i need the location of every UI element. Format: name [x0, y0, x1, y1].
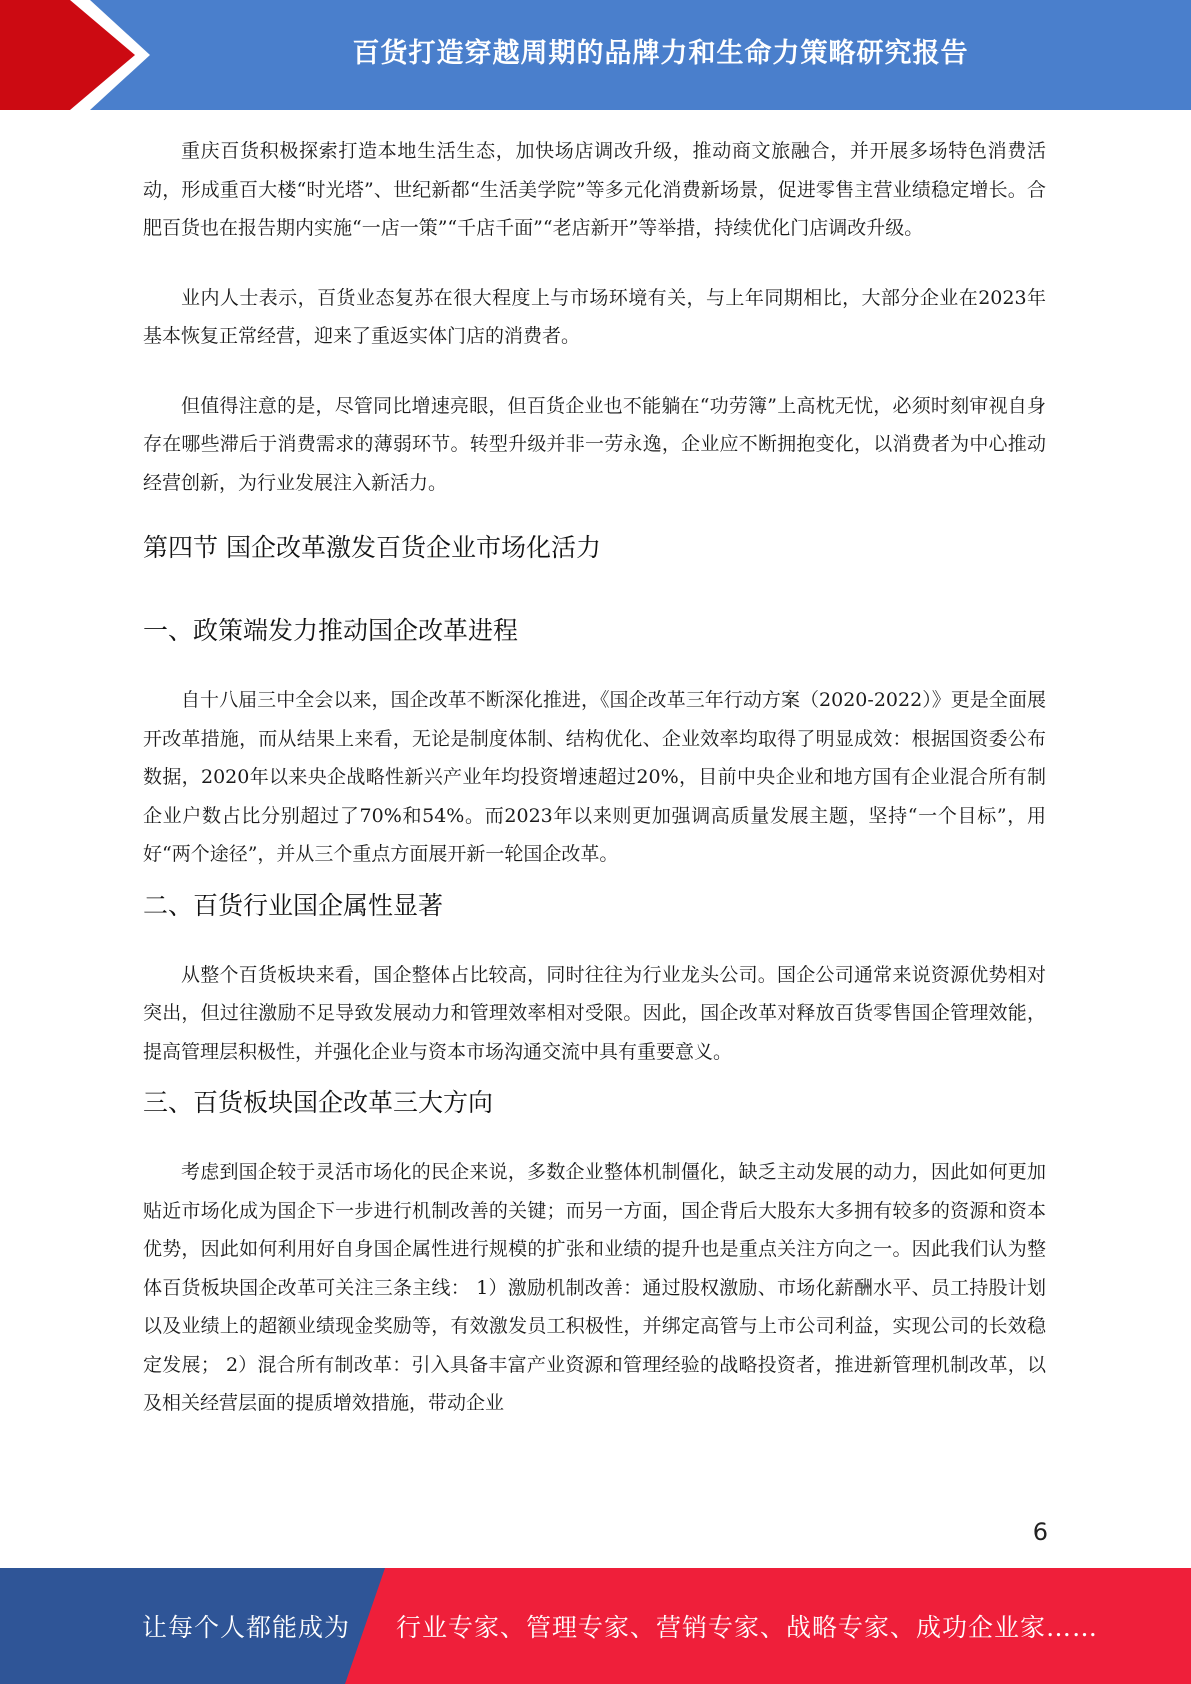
page-number: 6: [1032, 1518, 1048, 1546]
paragraph-industry-recovery: 业内人士表示，百货业态复苏在很大程度上与市场环境有关，与上年同期相比，大部分企业在2023年基本恢复正常经营，迎来了重返实体门店的消费者。: [143, 286, 1046, 347]
page-content: [143, 132, 1046, 1423]
report-title: 百货打造穿越周期的品牌力和生命力策略研究报告: [352, 37, 969, 69]
paragraph-chongqing-department-store: 重庆百货积极探索打造本地生活生态，加快场店调改升级，推动商文旅融合，并开展多场特色消费活动，形成重百大楼“时光塔”、世纪新都“生活美学院”等多元化消费新场景，促进零售主营业绩稳定增长。合肥百货也在报告期内实施“一店一策”“千店千面”“老店新开”等举措，持续优化门店调改升级。: [143, 140, 1046, 239]
subsection-heading-policy: 一、政策端发力推动国企改革进程: [143, 616, 519, 645]
footer-slogan-right: 行业专家、管理专家、营销专家、战略专家、成功企业家……: [396, 1613, 1099, 1642]
paragraph-transformation: 但值得注意的是，尽管同比增速亮眼，但百货企业也不能躺在“功劳簿”上高枕无忧，必须时刻审视自身存在哪些滞后于消费需求的薄弱环节。转型升级并非一劳永逸，企业应不断拥抱变化，以消费者为中心推动经营创新，为行业发展注入新活力。: [143, 394, 1046, 494]
paragraph-soe-reform: 自十八届三中全会以来，国企改革不断深化推进，《国企改革三年行动方案（2020-2022）》更是全面展开改革措施，而从结果上来看，无论是制度体制、结构优化、企业效率均取得了明显成效：根据国资委公布数据，2020年以来央企战略性新兴产业年均投资增速超过20%，目前中央企业和地方国有企业混合所有制企业户数占比分别超过了70%和54%。而2023年以来则更加强调高质量发展主题，坚持“一个目标”，用好“两个途径”，并从三个重点方面展开新一轮国企改革。: [143, 689, 1046, 865]
page-header: [0, 0, 1191, 110]
subsection-heading-soe-attribute: 二、百货行业国企属性显著: [143, 890, 444, 920]
section-heading: 第四节 国企改革激发百货企业市场化活力: [143, 533, 601, 562]
page-footer: [0, 1568, 1191, 1684]
footer-slogan-left: 让每个人都能成为: [142, 1613, 351, 1642]
subsection-heading-three-directions: 三、百货板块国企改革三大方向: [143, 1088, 494, 1117]
paragraph-soe-share: 从整个百货板块来看，国企整体占比较高，同时往往为行业龙头公司。国企公司通常来说资源优势相对突出，但过往激励不足导致发展动力和管理效率相对受限。因此，国企改革对释放百货零售国企管理效能，提高管理层积极性，并强化企业与资本市场沟通交流中具有重要意义。: [143, 963, 1046, 1063]
paragraph-three-directions: 考虑到国企较于灵活市场化的民企来说，多数企业整体机制僵化，缺乏主动发展的动力，因此如何更加贴近市场化成为国企下一步进行机制改善的关键；而另一方面，国企背后大股东大多拥有较多的资源和资本优势，因此如何利用好自身国企属性进行规模的扩张和业绩的提升也是重点关注方向之一。因此我们认为整体百货板块国企改革可关注三条主线： 1）激励机制改善：通过股权激励、市场化薪酬水平、员工持股计划以及业绩上的超额业绩现金奖励等，有效激发员工积极性，并绑定高管与上市公司利益，实现公司的长效稳定发展； 2）混合所有制改革：引入具备丰富产业资源和管理经验的战略投资者，推进新管理机制改革，以及相关经营层面的提质增效措施，带动企业: [143, 1161, 1046, 1414]
